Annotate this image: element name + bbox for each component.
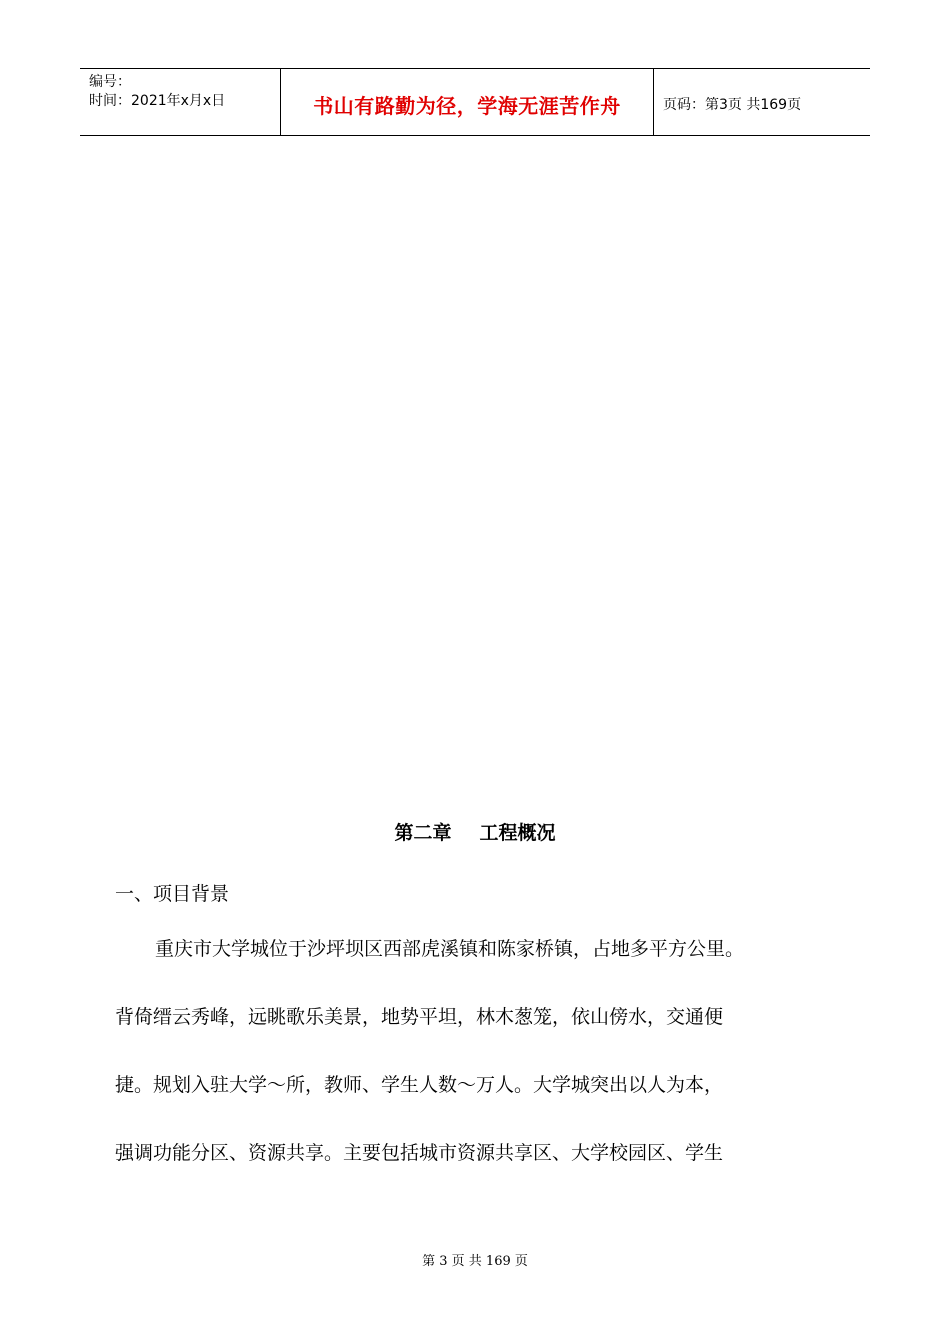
document-number-label: 编号： — [89, 74, 131, 90]
paragraph-line: 强调功能分区、资源共享。主要包括城市资源共享区、大学校园区、学生 — [115, 1142, 724, 1164]
header-table — [80, 68, 870, 136]
chapter-number: 第二章 — [394, 822, 452, 844]
chapter-title — [0, 818, 950, 845]
paragraph-line: 背倚缙云秀峰，远眺歌乐美景，地势平坦，林木葱笼，依山傍水，交通便 — [115, 1006, 724, 1028]
document-date-label: 时间：2021年x月x日 — [89, 93, 226, 109]
header-page-cell — [654, 69, 870, 135]
header-motto-cell — [281, 69, 654, 135]
page-info-text: 页码：第3页 共169页 — [663, 97, 802, 113]
page-footer: 第 3 页 共 169 页 — [422, 1254, 528, 1269]
motto-text: 书山有路勤为径，学海无涯苦作舟 — [313, 93, 621, 118]
section-title: 一、项目背景 — [115, 883, 230, 905]
paragraph-line: 捷。规划入驻大学～所，教师、学生人数～万人。大学城突出以人为本， — [115, 1074, 724, 1096]
chapter-name: 工程概况 — [479, 822, 556, 844]
body-paragraph — [115, 931, 845, 1203]
paragraph-line: 重庆市大学城位于沙坪坝区西部虎溪镇和陈家桥镇，占地多平方公里。 — [155, 938, 745, 960]
header-meta-cell — [80, 69, 281, 135]
